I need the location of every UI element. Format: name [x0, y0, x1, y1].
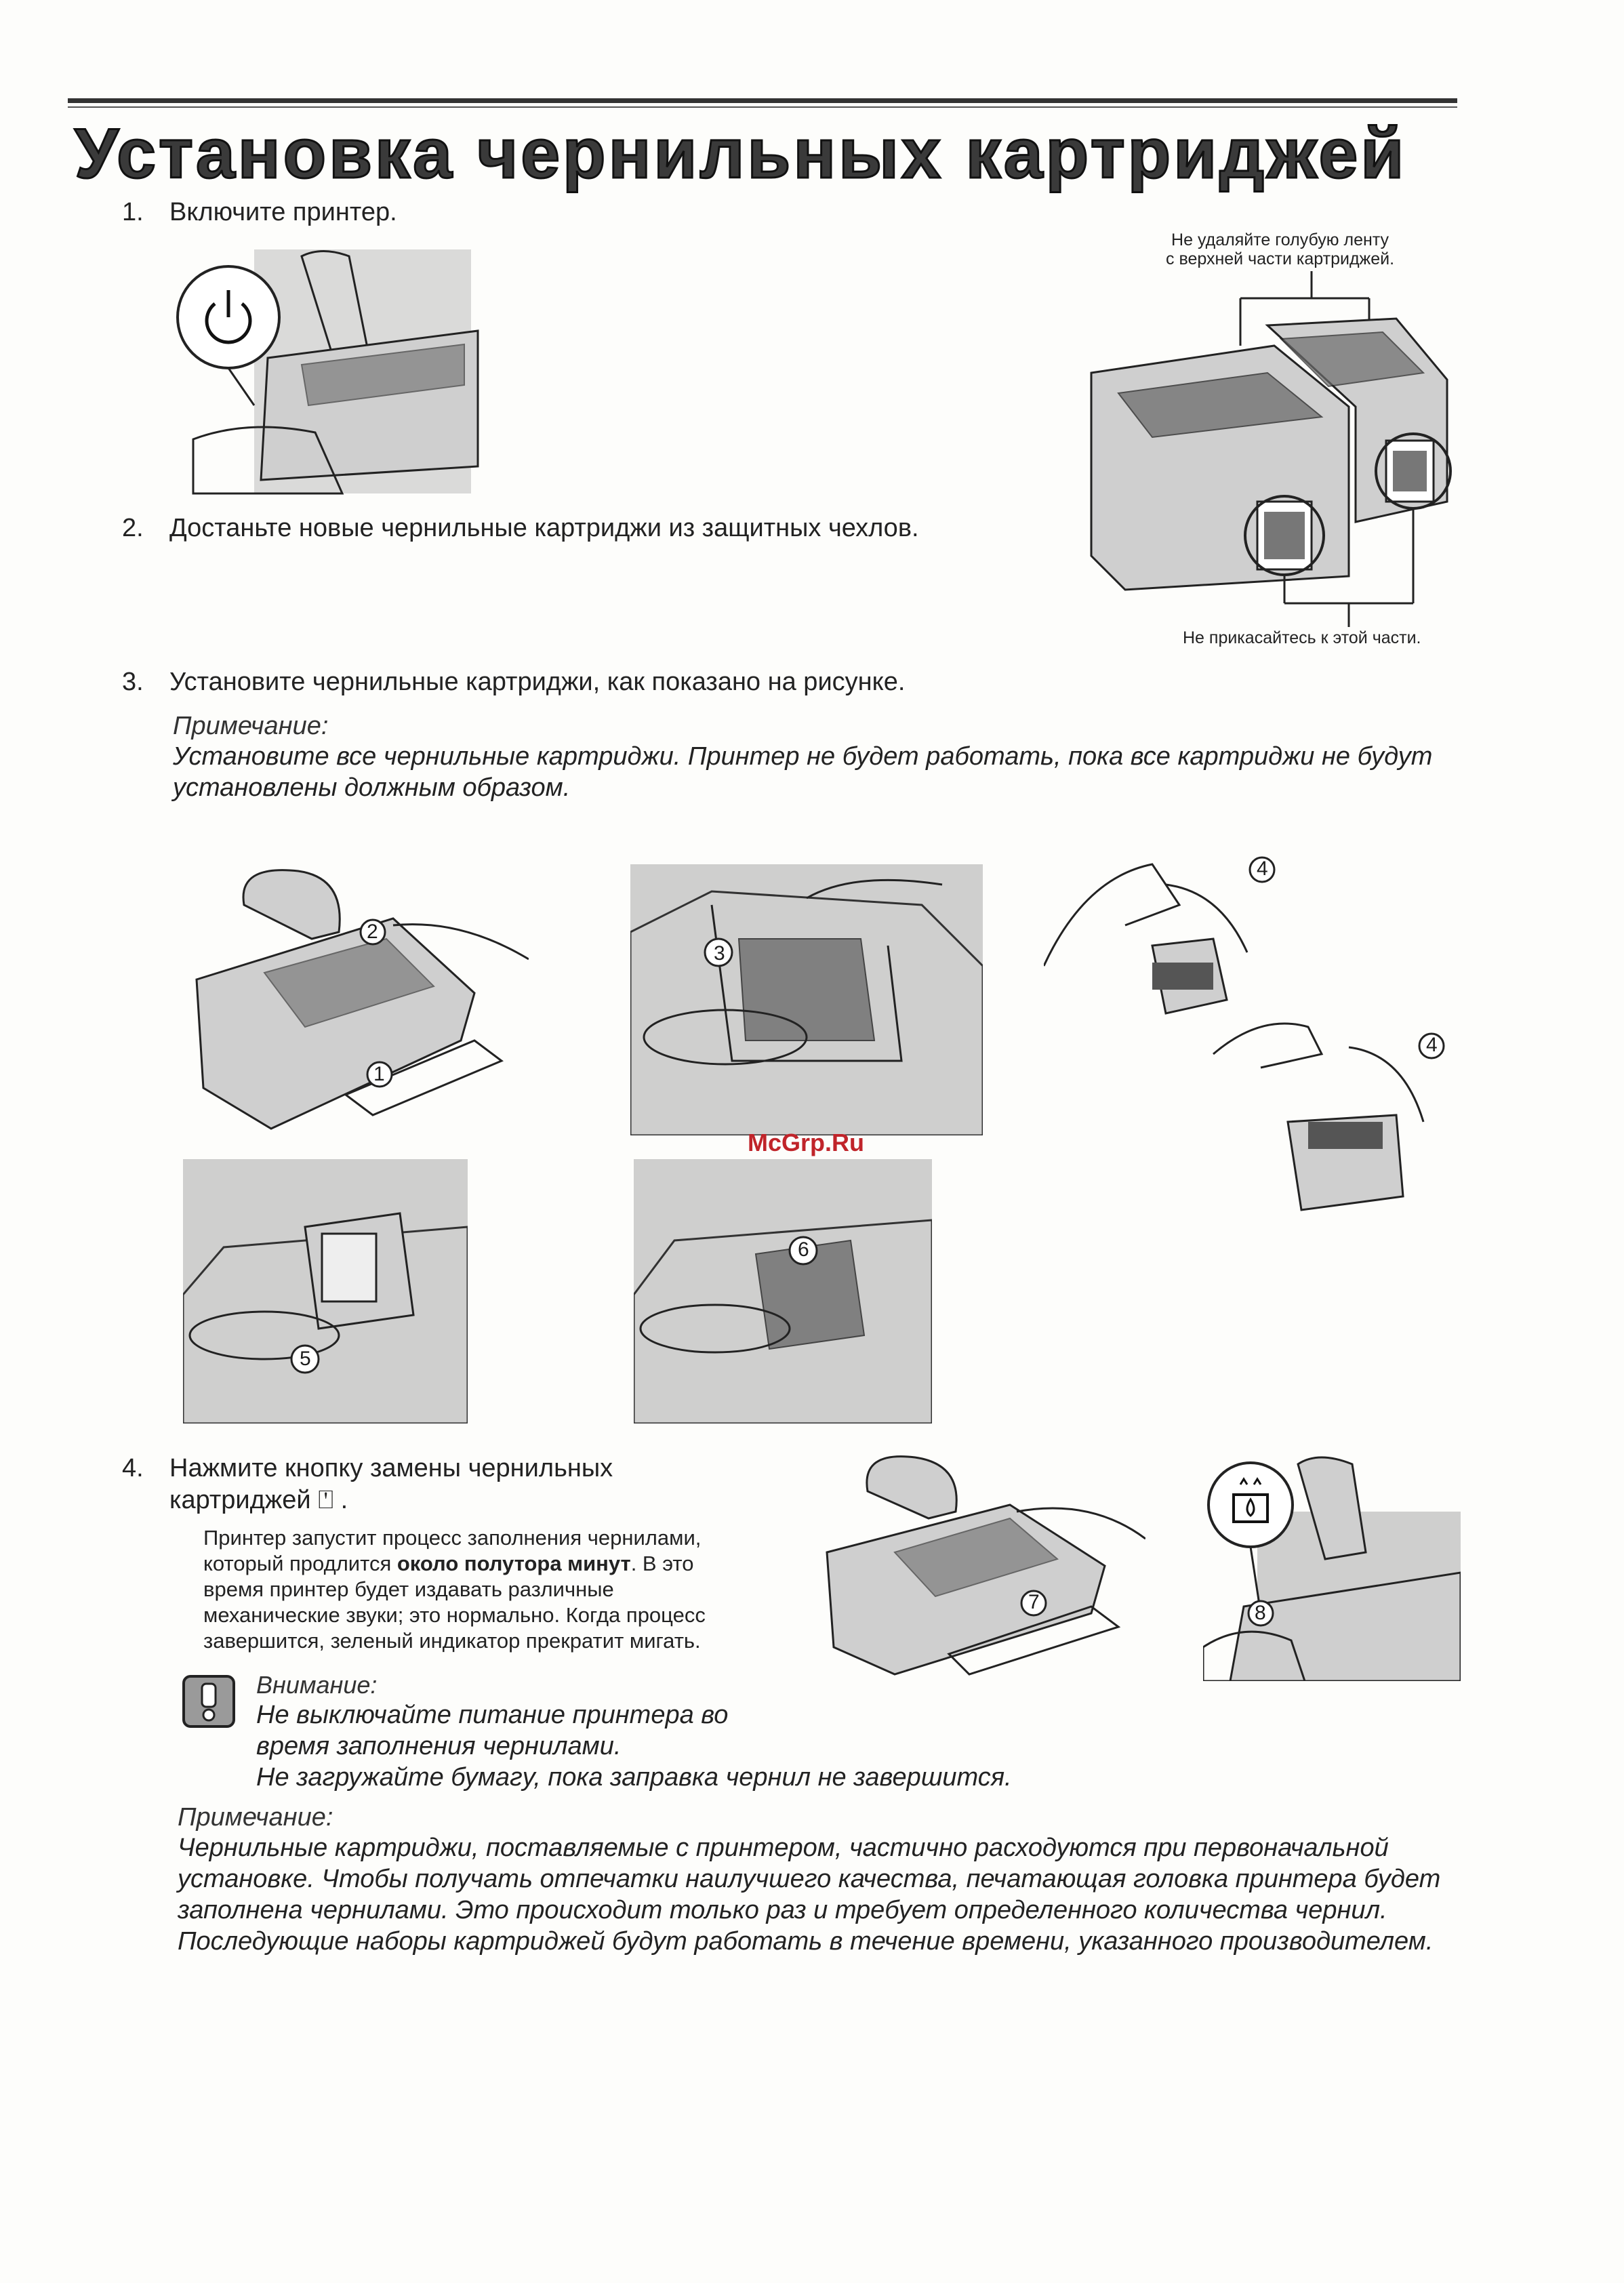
- cartridge-caption-bottom: Не прикасайтесь к этой части.: [1183, 628, 1421, 647]
- badge-6: 6: [798, 1238, 809, 1261]
- ink-change-figure-7: [820, 1451, 1145, 1681]
- step-4-line2: картриджей ⍞ .: [169, 1484, 348, 1514]
- install-figure-3: [630, 864, 983, 1135]
- install-figure-6: [634, 1159, 932, 1423]
- install-figure-4: [1044, 851, 1450, 1230]
- header-rule: [68, 98, 1457, 103]
- watermark: McGrp.Ru: [748, 1129, 865, 1156]
- badge-8: 8: [1255, 1602, 1266, 1624]
- cartridge-caption-top: Не удаляйте голубую ленту с верхней части картриджей.: [1166, 230, 1395, 268]
- badge-5: 5: [300, 1348, 311, 1370]
- install-figure-5: [183, 1159, 468, 1423]
- badge-1: 1: [373, 1063, 385, 1085]
- ink-replace-icon: ⍞: [318, 1484, 333, 1514]
- header-rule-thin: [68, 106, 1457, 108]
- note-2: Примечание: Чернильные картриджи, поставляемые с принтером, частично расходуются при первоначальной установке. Чтобы получать отпечатки наилучшего качества, печатающая головка принтера будет заполнена чернилами. Это происходит только раз и требует определенного количества чернил. Последующие наборы картриджей будут работать в течение времени, указанного производителем.: [178, 1803, 1441, 1956]
- warning-icon: [182, 1674, 236, 1729]
- ink-change-figure-8: [1203, 1451, 1461, 1681]
- step-1: 1. Включите принтер.: [122, 198, 397, 226]
- warning-block: Внимание: Не выключайте питание принтера во время заполнения чернилами. Не загружайте бумагу, пока заправка чернил не завершится.: [256, 1671, 1012, 1792]
- ink-button-callout: [1209, 1463, 1293, 1547]
- badge-4b: 4: [1426, 1034, 1438, 1056]
- step-4: 4. Нажмите кнопку замены чернильных: [122, 1454, 613, 1482]
- badge-7: 7: [1028, 1591, 1040, 1613]
- install-figure-1-2: [190, 864, 529, 1135]
- power-on-illustration: [166, 249, 485, 500]
- page-title: Установка чернильных картриджей: [75, 115, 1407, 193]
- cartridge-illustration: [1078, 271, 1471, 630]
- step-3: 3. Установите чернильные картриджи, как показано на рисунке.: [122, 668, 906, 696]
- badge-2: 2: [367, 921, 378, 943]
- badge-3: 3: [714, 942, 725, 965]
- step-4-detail: Принтер запустит процесс заполнения чернилами, который продлится около полутора минут. В это время принтер будет издавать различные механические звуки; это нормально. Когда процесс завершится, зеленый индикатор прекратит мигать.: [203, 1526, 706, 1653]
- badge-4a: 4: [1257, 857, 1268, 880]
- note-1: Примечание: Установите все чернильные картриджи. Принтер не будет работать, пока все картриджи не будут установлены должным образом.: [173, 712, 1433, 802]
- step-2: 2. Достаньте новые чернильные картриджи из защитных чехлов.: [122, 514, 919, 542]
